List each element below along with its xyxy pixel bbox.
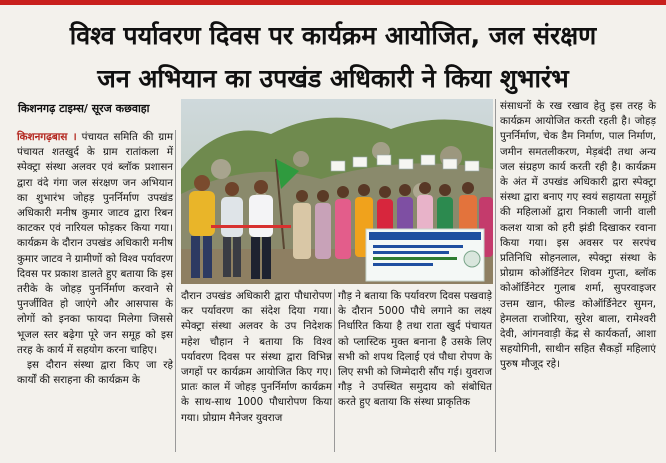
column-rule — [495, 99, 496, 452]
headline-line-2: जन अभियान का उपखंड अधिकारी ने किया शुभारंभ — [97, 64, 569, 93]
event-banner — [366, 229, 484, 281]
article-column-2 — [181, 289, 332, 426]
article-text: इस दौरान संस्था द्वारा किए जा रहे कार्यों की सराहना की कार्यक्रम के — [17, 359, 173, 387]
column-rule — [334, 289, 335, 452]
article-text: दौरान उपखंड अधिकारी द्वारा पौधारोपण कर पर्यावरण का संदेश दिया गया। स्पेक्ट्रा संस्था अलवर के उप निदेशक महेश चौहान ने बताया कि विश्व पर्यावरण दिवस पर संस्था द्वारा विभिन्न जगहों पर कार्यक्रम आयोजित किए गए। प्रातः काल में जोहड़ पुनर्निर्माण कार्यक्रम के साथ-साथ 1000 पौधारोपण किया गया। प्रोग्राम मैनेजर युवराज — [181, 290, 332, 424]
article-column-4 — [500, 99, 656, 373]
dateline: किशनगढ़बास । — [17, 131, 77, 143]
article-column-1 — [17, 130, 173, 388]
next-headline-cropped — [0, 452, 666, 463]
news-photo — [181, 99, 493, 284]
column-rule — [175, 130, 176, 452]
article-column-3 — [338, 289, 492, 411]
article-text: संसाधनों के रख रखाव हेतु इस तरह के कार्यक्रम आयोजित करती रहती है। जोहड़ पुनर्निर्माण, चेक डैम निर्माण, पाल निर्माण, जमीन समतलीकरण, मेड़बंदी तथा अन्य जल संग्रहण कार्य करती रही है। कार्यक्रम के अंत में उपखंड अधिकारी द्वारा स्पेक्ट्रा संस्था द्वारा बनाए गए स्वयं सहायता समूहों की महिलाओं द्वारा निकाली जानी वाली कलश यात्रा को हरी झंडी दिखाकर रवाना किया गया। इस अवसर पर सरपंच प्रतिनिधि सोहनलाल, स्पेक्ट्रा संस्था के प्रोग्राम कोऑर्डिनेटर शिवम गुप्ता, ब्लॉक कोऑर्डिनेटर गुलाब शर्मा, सुपरवाइजर उत्तम खान, फील्ड कोऑर्डिनेटर सुमन, हेमलता राजोरिया, सुरेश बाला, रामेश्वरी देवी, आंगनवाड़ी केंद्र से कार्यकर्ता, आशा सहयोगिनी, साथीन सहित सैकड़ों महिलाएं पुरुष मौजूद रहे। — [500, 100, 656, 371]
article-text: पंचायत समिति की ग्राम पंचायत शतखुर्द के ग्राम रातांकला में स्पेक्ट्रा संस्था अलवर एवं ब्लॉक प्रशासन द्वारा वंदे गंगा जल संरक्षण जन अभियान का शुभारंभ जोहड़ पुनर्निर्माण उपखंड अधिकारी मनीष कुमार जाटव द्वारा रिबन काटकर एवं नारियल फोड़कर किया गया। कार्यक्रम के दौरान उपखंड अधिकारी मनीष कुमार जाटव ने ग्रामीणों को विश्व पर्यावरण दिवस पर प्रकाश डालते हुए बताया कि इस तरीके के जोहड़ पुनर्निर्माण करवाने से पुनर्जीवित हो जाएंगे और आसपास के लोगों को इनका फायदा मिलेगा जिससे भूजल स्तर बढ़ेगा पूरे जन समूह को इस तरह के कार्य में सहयोग करना चाहिए। — [17, 131, 173, 356]
byline: किशनगढ़ टाइम्स/ सूरज कछवाहा — [18, 102, 150, 115]
photo-illustration — [181, 99, 493, 284]
top-red-bar — [0, 0, 666, 5]
article-text: गौड़ ने बताया कि पर्यावरण दिवस पखवाड़े के दौरान 5000 पौधे लगाने का लक्ष्य निर्धारित किया है तथा राता खुर्द पंचायत को प्लास्टिक मुक्त बनाना है उसके लिए सभी को शपथ दिलाई एवं पौधा रोपण के लिए सभी को जिम्मेदारी सौंप गई। युवराज गौड़ ने उपस्थित समुदाय को संबोधित करते हुए बताया कि संस्था प्राकृतिक — [338, 290, 492, 409]
headline-line-1: विश्व पर्यावरण दिवस पर कार्यक्रम आयोजित, जल संरक्षण — [69, 21, 597, 50]
